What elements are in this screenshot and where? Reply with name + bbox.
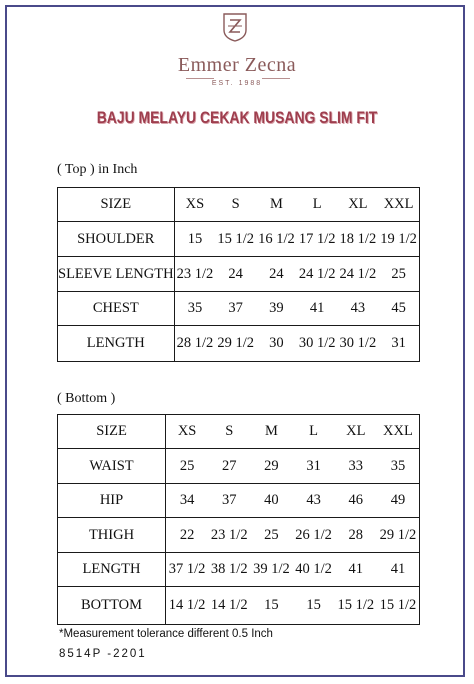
- cell: 41: [390, 561, 406, 577]
- cell: 17 1/2: [298, 230, 336, 247]
- size-header-values: [166, 415, 420, 449]
- size-l: L: [309, 423, 319, 439]
- cell: 24: [228, 265, 243, 282]
- cell: 14 1/2: [168, 597, 206, 613]
- cell: 40 1/2: [295, 561, 332, 577]
- row-label: CHEST: [58, 292, 175, 326]
- cell: 24 1/2: [298, 265, 336, 282]
- table-row: [58, 587, 420, 625]
- row-label: BOTTOM: [58, 587, 166, 625]
- cell: 29: [264, 457, 279, 474]
- table-row: [58, 518, 420, 553]
- cell: 30 1/2: [339, 335, 377, 351]
- cell: 15: [264, 597, 279, 613]
- row-values: [166, 518, 420, 553]
- row-values: [174, 292, 419, 326]
- cell: 35: [390, 457, 406, 474]
- size-xs: XS: [177, 423, 197, 439]
- cell: 37 1/2: [168, 561, 206, 577]
- cell: 24 1/2: [339, 265, 377, 282]
- table-row: [58, 292, 420, 326]
- row-values: [166, 553, 420, 587]
- cell: 39 1/2: [253, 561, 290, 577]
- cell: 37: [228, 300, 243, 316]
- cell: 23 1/2: [210, 526, 248, 543]
- measurement-tolerance-note: *Measurement tolerance different 0.5 Inch: [59, 628, 273, 640]
- row-label: LENGTH: [58, 553, 166, 587]
- row-label: SLEEVE LENGTH: [58, 257, 175, 292]
- cell: 19 1/2: [380, 230, 417, 247]
- cell: 38 1/2: [210, 561, 248, 577]
- size-xl: XL: [346, 423, 366, 439]
- table-header-row: [58, 415, 420, 449]
- cell: 41: [309, 300, 325, 316]
- cell: 15: [306, 597, 321, 613]
- cell: 24: [269, 265, 284, 282]
- cell: 41: [348, 561, 364, 577]
- row-values: [166, 484, 420, 518]
- cell: 30: [269, 335, 284, 351]
- cell: 45: [391, 300, 406, 316]
- cell: 29 1/2: [379, 526, 417, 543]
- size-header-label: SIZE: [58, 188, 175, 222]
- bottom-size-table: [57, 414, 420, 625]
- brand-name: Emmer Zecna: [177, 54, 297, 76]
- table-row: [58, 326, 420, 362]
- table-row: [58, 222, 420, 257]
- est-divider-left: [186, 78, 214, 79]
- cell: 16 1/2: [258, 230, 295, 247]
- top-size-table: [57, 187, 420, 362]
- cell: 26 1/2: [295, 526, 332, 543]
- row-label: WAIST: [58, 449, 166, 484]
- cell: 15 1/2: [379, 597, 417, 613]
- cell: 33: [348, 457, 364, 474]
- row-label: HIP: [58, 484, 166, 518]
- cell: 31: [391, 335, 406, 351]
- row-values: [174, 257, 419, 292]
- cell: 28: [348, 526, 364, 543]
- cell: 15 1/2: [217, 230, 254, 247]
- cell: 49: [390, 492, 406, 508]
- size-m: M: [269, 196, 283, 212]
- product-title: BAJU MELAYU CEKAK MUSANG SLIM FIT: [96, 108, 378, 127]
- size-s: S: [231, 196, 240, 212]
- size-xxl: XXL: [383, 196, 414, 212]
- top-table-caption: ( Top ) in Inch: [57, 162, 138, 177]
- cell: 40: [264, 492, 279, 508]
- cell: 23 1/2: [176, 265, 214, 282]
- size-xs: XS: [185, 196, 205, 212]
- size-xxl: XXL: [383, 423, 413, 439]
- cell: 22: [179, 526, 195, 543]
- table-row: [58, 484, 420, 518]
- row-label: THIGH: [58, 518, 166, 553]
- est-divider-right: [262, 78, 290, 79]
- cell: 14 1/2: [210, 597, 248, 613]
- size-header-label: SIZE: [58, 415, 166, 449]
- cell: 46: [348, 492, 364, 508]
- row-values: [174, 326, 419, 362]
- row-values: [166, 449, 420, 484]
- cell: 35: [187, 300, 203, 316]
- product-code: 8514P -2201: [59, 648, 147, 660]
- row-label: LENGTH: [58, 326, 175, 362]
- cell: 34: [179, 492, 195, 508]
- cell: 25: [179, 457, 195, 474]
- bottom-table-caption: ( Bottom ): [57, 391, 116, 406]
- table-row: [58, 449, 420, 484]
- cell: 15 1/2: [337, 597, 375, 613]
- cell: 43: [350, 300, 366, 316]
- cell: 39: [269, 300, 284, 316]
- cell: 25: [391, 265, 406, 282]
- cell: 15: [187, 230, 203, 247]
- cell: 27: [222, 457, 237, 474]
- row-values: [166, 587, 420, 625]
- brand-established: EST. 1988: [211, 80, 263, 87]
- cell: 18 1/2: [339, 230, 377, 247]
- row-label: SHOULDER: [58, 222, 175, 257]
- size-header-values: [174, 188, 419, 222]
- size-m: M: [264, 423, 278, 439]
- cell: 28 1/2: [176, 335, 214, 351]
- table-header-row: [58, 188, 420, 222]
- cell: 30 1/2: [298, 335, 336, 351]
- cell: 25: [264, 526, 279, 543]
- table-row: [58, 257, 420, 292]
- cell: 29 1/2: [217, 335, 254, 351]
- cell: 37: [222, 492, 237, 508]
- cell: 31: [306, 457, 321, 474]
- brand-crest-icon: [222, 12, 248, 42]
- table-row: [58, 553, 420, 587]
- size-l: L: [312, 196, 322, 212]
- size-s: S: [225, 423, 234, 439]
- cell: 43: [306, 492, 321, 508]
- row-values: [174, 222, 419, 257]
- size-xl: XL: [348, 196, 368, 212]
